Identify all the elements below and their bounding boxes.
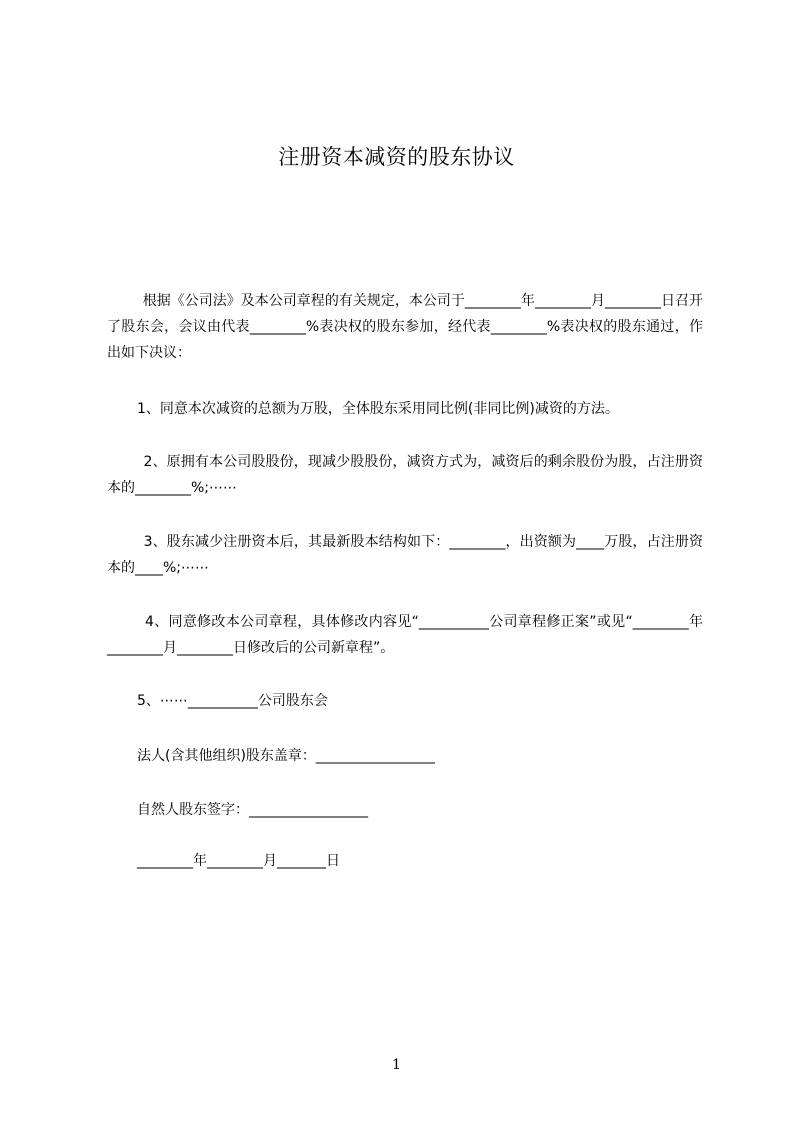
intro-paragraph: 根据《公司法》及本公司章程的有关规定，本公司于________年________月________日召开了股东会，会议由代表________%表决权的股东参加，经代表________%表决权的股东通过，作出如下决议： [107, 293, 703, 361]
clause-2: 2、原拥有本公司股股份，现减少股股份，减资方式为，减资后的剩余股份为股，占注册资本的________%;⋯⋯ [107, 454, 704, 496]
clause-3: 3、股东减少注册资本后，其最新股本结构如下：________，出资额为____万股，占注册资本的____%;⋯⋯ [107, 534, 703, 576]
page-number: 1 [392, 1057, 401, 1073]
clause-4: 4、同意修改本公司章程，具体修改内容见“__________公司章程修正案”或见“________年________月________日修改后的公司新章程”。 [107, 614, 703, 656]
natural-person-signature-line: 自然人股东签字：_________________ [137, 802, 368, 818]
legal-person-seal-line: 法人(含其他组织)股东盖章：_________________ [137, 748, 435, 764]
signature-date-line: ________年________月_______日 [137, 853, 340, 869]
clause-5: 5、⋯⋯__________公司股东会 [137, 693, 328, 709]
document-title: 注册资本减资的股东协议 [278, 145, 515, 169]
clause-1: 1、同意本次减资的总额为万股，全体股东采用同比例(非同比例)减资的方法。 [137, 401, 619, 417]
